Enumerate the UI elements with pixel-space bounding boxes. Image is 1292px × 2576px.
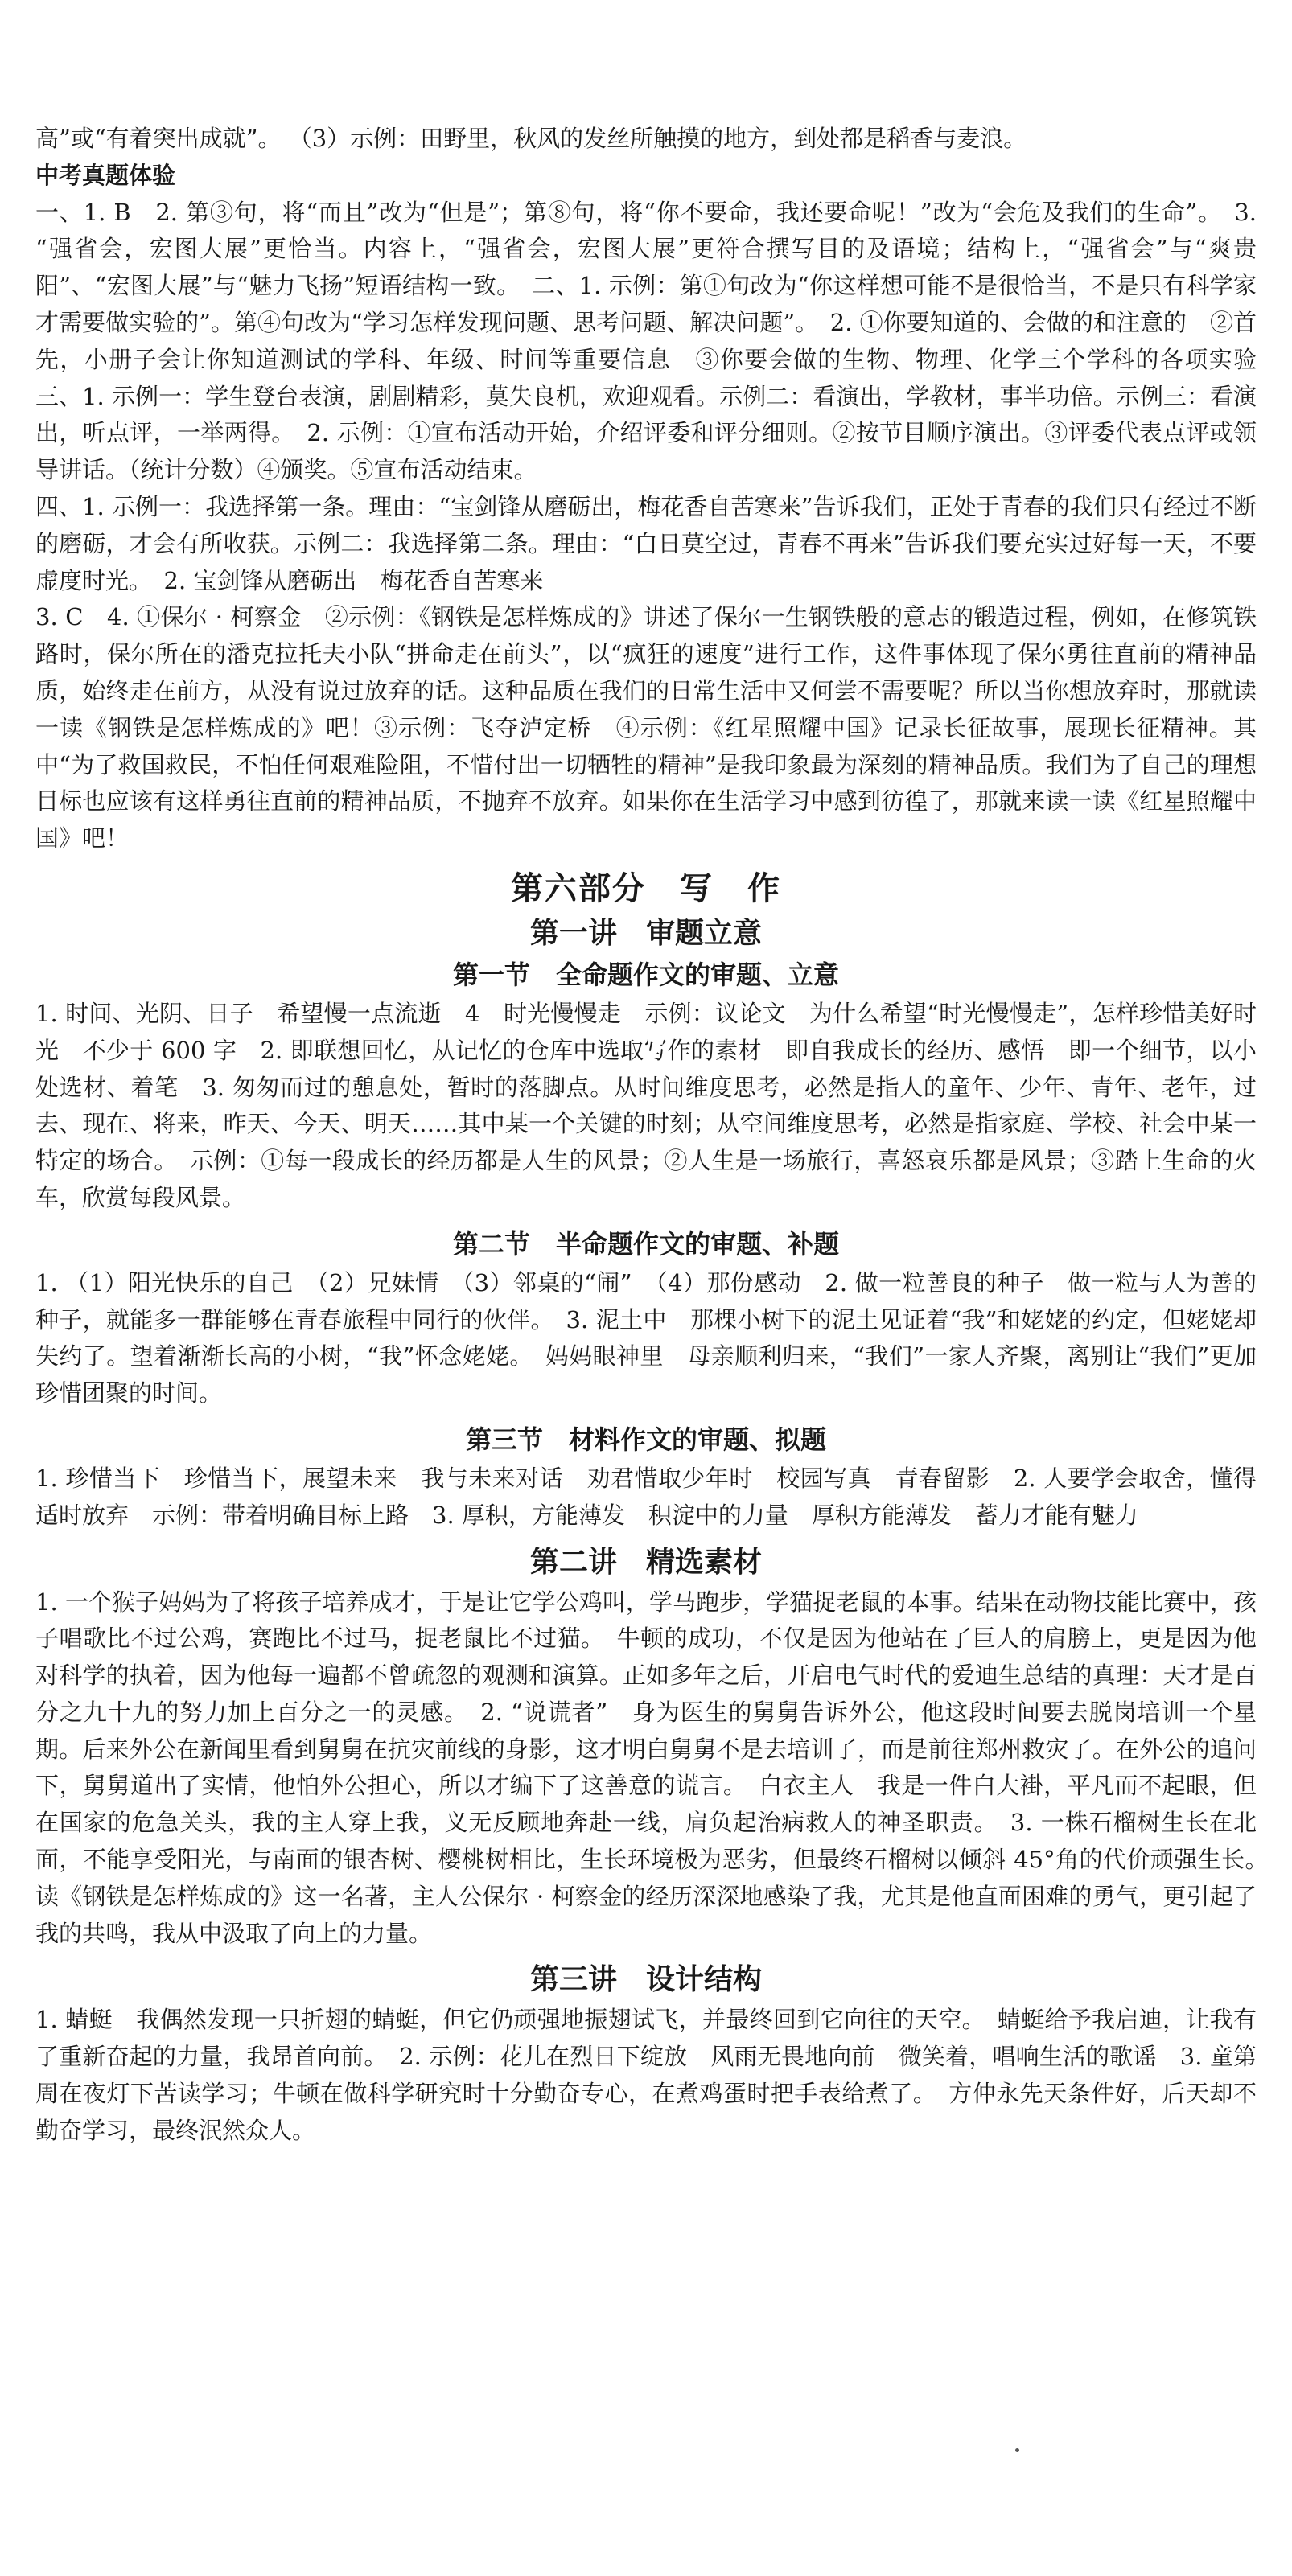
stray-dot-mark [1015, 2448, 1019, 2452]
section-two-title: 第二节 半命题作文的审题、补题 [452, 1228, 839, 1259]
section-three-title: 第三节 材料作文的审题、拟题 [465, 1424, 826, 1455]
section-two-answers: 1. （1）阳光快乐的自己 （2）兄妹情 （3）邻桌的“闹” （4）那份感动 2. 做一粒善良的种子 做一粒与人为善的种子，就能多一群能够在青春旅程中同行的伙伴。 3. 泥土中 那棵小树下的泥土见证着“我”和姥姥的约定，但姥姥却失约了。望着渐渐长高的小树，“我”怀念姥姥。 妈妈眼神里 母亲顺利归来，“我们”一家人齐聚，离别让“我们”更加珍惜团聚的时间。 [35, 1268, 1257, 1407]
section-one-answers: 1. 时间、光阴、日子 希望慢一点流逝 4 时光慢慢走 示例：议论文 为什么希望“时光慢慢走”，怎样珍惜美好时光 不少于 600 字 2. 即联想回忆，从记忆的仓库中选取写作的素材 即自我成长的经历、感悟 即一个细节，以小处选材、着笔 3. 匆匆而过的憩息处，暂时的落脚点。从时间维度思考，必然是指人的童年、少年、青年、老年，过去、现在、将来，昨天、今天、明天……其中某一个关键的时刻；从空间维度思考，必然是指家庭、学校、社会中某一特定的场合。 示例：①每一段成长的经历都是人生的风景；②人生是一场旅行，喜怒哀乐都是风景；③踏上生命的火车，欣赏每段风景。 [35, 999, 1257, 1211]
part-six-title: 第六部分 写 作 [511, 869, 781, 907]
section-one-title: 第一节 全命题作文的审题、立意 [452, 959, 839, 990]
prev-answer-continuation: 高”或“有着突出成就”。 （3）示例：田野里，秋风的发丝所触摸的地方，到处都是稻香与麦浪。 [35, 125, 1027, 152]
lecture-two-title: 第二讲 精选素材 [529, 1545, 762, 1579]
lecture-three-answers: 1. 蜻蜓 我偶然发现一只折翅的蜻蜓，但它仍顽强地振翅试飞，并最终回到它向往的天空。 蜻蜓给予我启迪，让我有了重新奋起的力量，我昂首向前。 2. 示例：花儿在烈日下绽放 风雨无畏地向前 微笑着，唱响生活的歌谣 3. 童第周在夜灯下苦读学习；牛顿在做科学研究时十分勤奋专心，在煮鸡蛋时把手表给煮了。 方仲永先天条件好，后天却不勤奋学习，最终泯然众人。 [35, 2006, 1257, 2144]
exam-answers-4: 四、1. 示例一：我选择第一条。理由：“宝剑锋从磨砺出，梅花香自苦寒来”告诉我们，正处于青春的我们只有经过不断的磨砺，才会有所收获。示例二：我选择第二条。理由：“白日莫空过，青春不再来”告诉我们要充实过好每一天，不要虚度时光。 2. 宝剑锋从磨砺出 梅花香自苦寒来 [35, 492, 1257, 594]
lecture-three-title: 第三讲 设计结构 [529, 1963, 762, 1997]
lecture-one-title: 第一讲 审题立意 [529, 916, 762, 950]
exam-practice-heading: 中考真题体验 [35, 161, 176, 189]
section-three-answers: 1. 珍惜当下 珍惜当下，展望未来 我与未来对话 劝君惜取少年时 校园写真 青春留影 2. 人要学会取舍，懂得适时放弃 示例：带着明确目标上路 3. 厚积，方能薄发 积淀中的力量 厚积方能薄发 蓄力才能有魅力 [35, 1464, 1257, 1529]
lecture-two-answers: 1. 一个猴子妈妈为了将孩子培养成才，于是让它学公鸡叫，学马跑步，学猫捉老鼠的本事。结果在动物技能比赛中，孩子唱歌比不过公鸡，赛跑比不过马，捉老鼠比不过猫。 牛顿的成功，不仅是因为他站在了巨人的肩膀上，更是因为他对科学的执着，因为他每一遍都不曾疏忽的观测和演算。正如多年之后，开启电气时代的爱迪生总结的真理：天才是百分之九十九的努力加上百分之一的灵感。 2. “说谎者” 身为医生的舅舅告诉外公，他这段时间要去脱岗培训一个星期。后来外公在新闻里看到舅舅在抗灾前线的身影，这才明白舅舅不是去培训了，而是前往郑州救灾了。在外公的追问下，舅舅道出了实情，他怕外公担心，所以才编下了这善意的谎言。 白衣主人 我是一件白大褂，平凡而不起眼，但在国家的危急关头，我的主人穿上我，义无反顾地奔赴一线，肩负起治病救人的神圣职责。 3. 一株石榴树生长在北面，不能享受阳光，与南面的银杏树、樱桃树相比，生长环境极为恶劣，但最终石榴树以倾斜 45°角的代价顽强生长。 读《钢铁是怎样炼成的》这一名著，主人公保尔 · 柯察金的经历深深地感染了我，尤其是他直面困难的勇气，更引起了我的共鸣，我从中汲取了向上的力量。 [35, 1588, 1281, 1947]
exam-answers-reading: 3. C 4. ①保尔 · 柯察金 ②示例：《钢铁是怎样炼成的》讲述了保尔一生钢铁般的意志的锻造过程，例如，在修筑铁路时，保尔所在的潘克拉托夫小队“拼命走在前头”，以“疯狂的速度”进行工作，这件事体现了保尔勇往直前的精神品质，始终走在前方，从没有说过放弃的话。这种品质在我们的日常生活中又何尝不需要呢？所以当你想放弃时，那就读一读《钢铁是怎样炼成的》吧！③示例：飞夺泸定桥 ④示例：《红星照耀中国》记录长征故事，展现长征精神。其中“为了救国救民，不怕任何艰难险阻，不惜付出一切牺牲的精神”是我印象最为深刻的精神品质。我们为了自己的理想目标也应该有这样勇往直前的精神品质，不抛弃不放弃。如果你在生活学习中感到彷徨了，那就来读一读《红星照耀中国》吧！ [35, 603, 1257, 853]
exam-answers-1-3: 一、1. B 2. 第③句，将“而且”改为“但是”；第⑧句，将“你不要命，我还要命呢！”改为“会危及我们的生命”。 3. “强省会，宏图大展”更恰当。内容上，“强省会，宏图大展”更符合撰写目的及语境；结构上，“强省会”与“爽贵阳”、“宏图大展”与“魅力飞扬”短语结构一致。 二、1. 示例：第①句改为“你这样想可能不是很恰当，不是只有科学家才需要做实验的”。第④句改为“学习怎样发现问题、思考问题、解决问题”。 2. ①你要知道的、会做的和注意的 ②首先，小册子会让你知道测试的学科、年级、时间等重要信息 ③你要会做的生物、物理、化学三个学科的各项实验 三、1. 示例一：学生登台表演，剧剧精彩，莫失良机，欢迎观看。示例二：看演出，学教材，事半功倍。示例三：看演出，听点评，一举两得。 2. 示例：①宣布活动开始，介绍评委和评分细则。②按节目顺序演出。③评委代表点评或领导讲话。（统计分数）④颁奖。⑤宣布活动结束。 [35, 198, 1281, 484]
